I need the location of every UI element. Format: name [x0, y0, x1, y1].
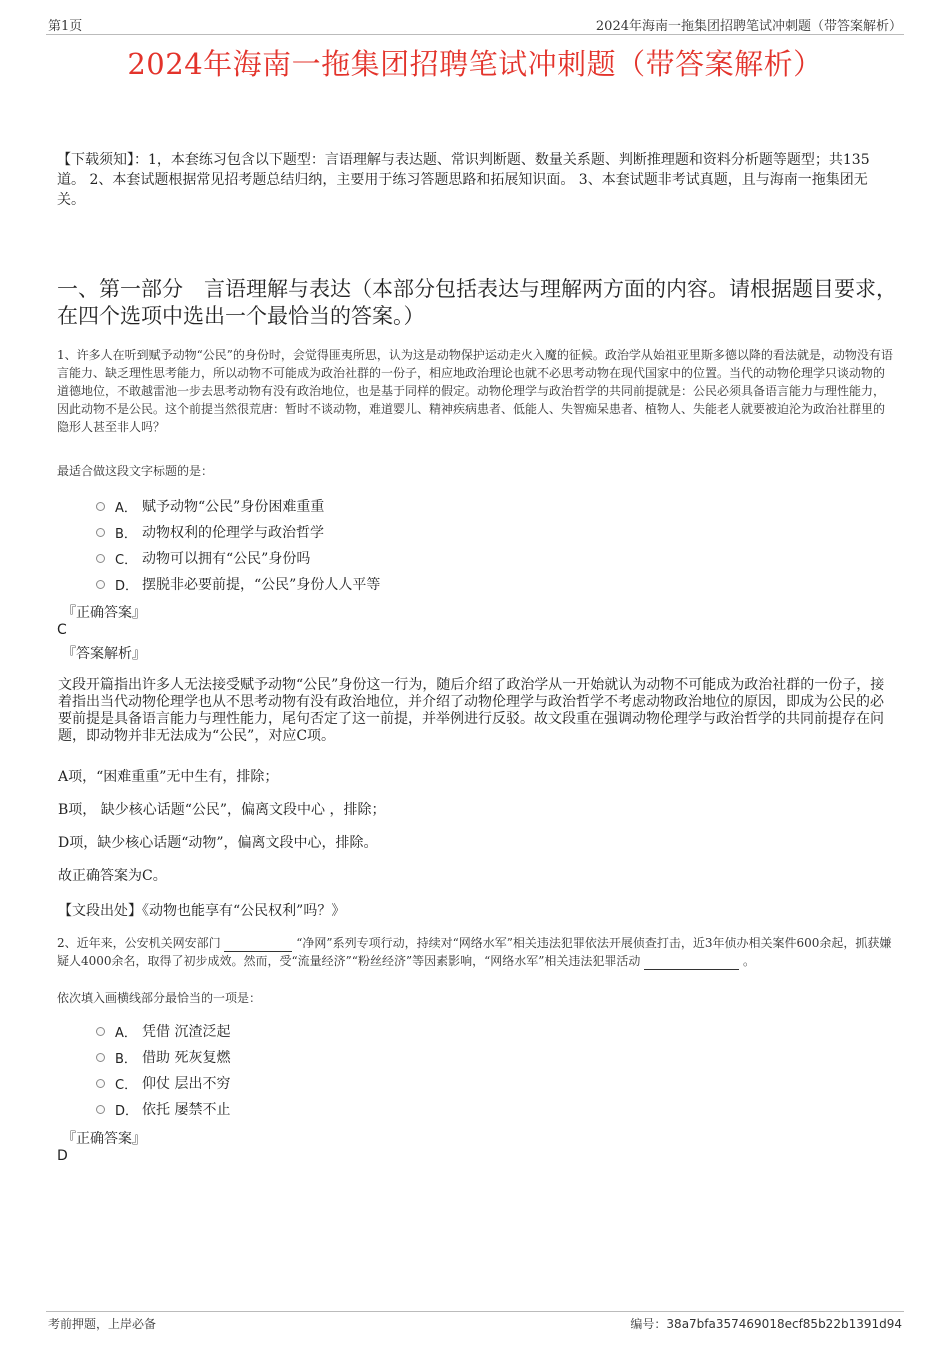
question-1-analysis: 文段开篇指出许多人无法接受赋予动物“公民”身份这一行为，随后介绍了政治学从一开始就认为动物不可能成为政治社群的一份子，接着指出当代动物伦理学也从不思考动物有没有政治地位，并介绍了动物伦理学与政治哲学不考虑动物政治地位的原因，即成为公民的必要前提是具备语言能力与理性能力，尾句否定了这一前提，并举例进行反驳。故文段重在强调动物伦理学与政治哲学的共同前提存在问题，即动物并非无法成为“公民”，对应C项。	[58, 677, 885, 744]
text-source: 【文段出处】《动物也能享有“公民权利”吗？》	[58, 903, 346, 919]
download-notice: 【下载须知】：1，本套练习包含以下题型：言语理解与表达题、常识判断题、数量关系题、判断推理题和资料分析题等题型；共135道。 2、本套试题根据常见招考题总结归纳，主要用于练习答题思路和拓展知识面。 3、本套试题非考试真题，且与海南一拖集团无关。	[57, 152, 870, 208]
question-1-prompt: 最适合做这段文字标题的是：	[57, 464, 214, 478]
question-2-answer-label: 『正确答案』	[62, 1131, 146, 1147]
question-2-option-b[interactable]: B． 借助 死灰复燃	[96, 1044, 230, 1070]
question-2-answer: D	[57, 1148, 68, 1164]
fill-blank-1[interactable]	[224, 939, 292, 952]
question-2-option-c[interactable]: C． 仰仗 层出不穷	[96, 1070, 230, 1096]
section-heading: 一、第一部分 言语理解与表达（本部分包括表达与理解两方面的内容。请根据题目要求，在四个选项中选出一个最恰当的答案。）	[57, 277, 897, 328]
fill-blank-2[interactable]	[644, 957, 739, 970]
radio-icon[interactable]	[96, 1079, 105, 1088]
radio-icon[interactable]	[96, 528, 105, 537]
radio-icon[interactable]	[96, 554, 105, 563]
analysis-option-a: A项，“困难重重”无中生有，排除；	[58, 769, 279, 785]
question-2-option-d[interactable]: D． 依托 屡禁不止	[96, 1096, 230, 1122]
question-2-text: 2、近年来，公安机关网安部门 “净网”系列专项行动，持续对“网络水军”相关违法犯罪依法开展侦查打击，近3年侦办相关案件600余起，抓获嫌疑人4000余名，取得了初步成效。然而，受“流量经济”“粉丝经济”等因素影响，“网络水军”相关违法犯罪活动 。	[57, 936, 892, 968]
radio-icon[interactable]	[96, 502, 105, 511]
header-doc-name: 2024年海南一拖集团招聘笔试冲刺题（带答案解析）	[595, 19, 902, 34]
question-1-text: 1、许多人在听到赋予动物“公民”的身份时，会觉得匪夷所思，认为这是动物保护运动走火入魔的征候。政治学从始祖亚里斯多德以降的看法就是，动物没有语言能力、缺乏理性思考能力，所以动物不可能成为政治社群的一份子，相应地政治理论也就不必思考动物在现代国家中的位置。当代的动物伦理学只谈动物的道德地位，不敢越雷池一步去思考动物有没有政治地位，也是基于同样的假定。动物伦理学与政治哲学的共同前提就是：公民必须具备语言能力与理性能力，因此动物不是公民。这个前提当然很荒唐：暂时不谈动物，难道婴儿、精神疾病患者、低能人、失智痴呆患者、植物人、失能老人就要被迫沦为政治社群里的隐形人甚至非人吗？	[57, 348, 893, 434]
question-1-option-c[interactable]: C． 动物可以拥有“公民”身份吗	[96, 545, 380, 571]
analysis-conclusion: 故正确答案为C。	[58, 868, 167, 884]
radio-icon[interactable]	[96, 1053, 105, 1062]
question-1-analysis-label: 『答案解析』	[62, 646, 146, 662]
question-1-option-a[interactable]: A． 赋予动物“公民”身份困难重重	[96, 493, 380, 519]
question-1-answer-label: 『正确答案』	[62, 605, 146, 621]
question-2-option-a[interactable]: A． 凭借 沉渣泛起	[96, 1018, 230, 1044]
question-2-prompt: 依次填入画横线部分最恰当的一项是：	[57, 991, 262, 1005]
analysis-option-b: B项， 缺少核心话题“公民”，偏离文段中心 ，排除；	[58, 802, 386, 818]
page-footer	[46, 1311, 904, 1332]
page-header	[46, 12, 904, 35]
question-1-option-b[interactable]: B． 动物权利的伦理学与政治哲学	[96, 519, 380, 545]
page-number: 第1页	[48, 19, 83, 34]
question-2-options	[96, 1018, 230, 1122]
question-1-answer: C	[57, 622, 67, 638]
question-1-options	[96, 493, 380, 597]
question-1-option-d[interactable]: D． 摆脱非必要前提，“公民”身份人人平等	[96, 571, 380, 597]
footer-slogan: 考前押题，上岸必备	[48, 1317, 157, 1331]
radio-icon[interactable]	[96, 1027, 105, 1036]
radio-icon[interactable]	[96, 580, 105, 589]
radio-icon[interactable]	[96, 1105, 105, 1114]
document-title: 2024年海南一拖集团招聘笔试冲刺题（带答案解析）	[127, 47, 823, 81]
footer-code: 编号：38a7bfa357469018ecf85b22b1391d94	[630, 1317, 902, 1331]
analysis-option-d: D项，缺少核心话题“动物”，偏离文段中心，排除。	[58, 835, 378, 851]
